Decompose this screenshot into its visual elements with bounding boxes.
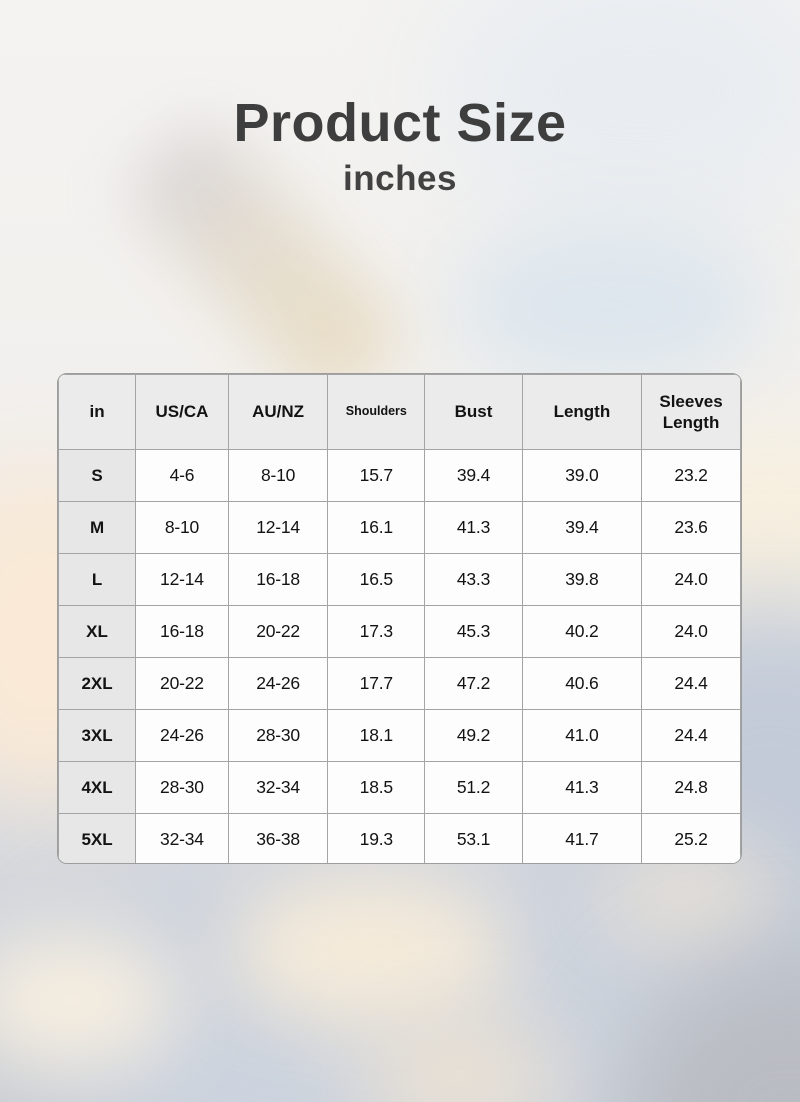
table-row-5xl <box>59 814 741 865</box>
size-row-label: 5XL <box>59 814 136 865</box>
table-row-s <box>59 450 741 502</box>
table-row-4xl <box>59 762 741 814</box>
size-cell: 28-30 <box>136 762 229 814</box>
size-cell: 8-10 <box>136 502 229 554</box>
size-cell: 19.3 <box>328 814 425 865</box>
size-cell: 20-22 <box>136 658 229 710</box>
size-cell: 16-18 <box>136 606 229 658</box>
table-row-xl <box>59 606 741 658</box>
size-cell: 24.8 <box>642 762 741 814</box>
size-row-label: 2XL <box>59 658 136 710</box>
size-cell: 24-26 <box>228 658 328 710</box>
column-header-bust: Bust <box>425 375 523 450</box>
background-cloud-highlight <box>230 870 510 1030</box>
size-cell: 45.3 <box>425 606 523 658</box>
table-row-2xl <box>59 658 741 710</box>
column-header-shoulders: Shoulders <box>328 375 425 450</box>
size-cell: 15.7 <box>328 450 425 502</box>
column-header-unit: in <box>59 375 136 450</box>
size-cell: 24.4 <box>642 658 741 710</box>
table-row-3xl <box>59 710 741 762</box>
size-cell: 24-26 <box>136 710 229 762</box>
size-cell: 8-10 <box>228 450 328 502</box>
size-cell: 51.2 <box>425 762 523 814</box>
heading-block <box>0 94 800 199</box>
size-cell: 41.7 <box>522 814 641 865</box>
size-cell: 39.4 <box>522 502 641 554</box>
header-row <box>59 375 741 450</box>
size-cell: 25.2 <box>642 814 741 865</box>
size-cell: 40.2 <box>522 606 641 658</box>
size-cell: 28-30 <box>228 710 328 762</box>
column-header-usca: US/CA <box>136 375 229 450</box>
table-row-l <box>59 554 741 606</box>
size-cell: 24.0 <box>642 606 741 658</box>
size-cell: 18.5 <box>328 762 425 814</box>
size-cell: 12-14 <box>228 502 328 554</box>
unit-subtitle: inches <box>343 159 457 199</box>
column-header-aunz: AU/NZ <box>228 375 328 450</box>
column-header-length: Length <box>522 375 641 450</box>
size-cell: 49.2 <box>425 710 523 762</box>
size-chart-table-container <box>57 373 742 864</box>
size-cell: 39.0 <box>522 450 641 502</box>
size-cell: 41.3 <box>522 762 641 814</box>
size-cell: 16.5 <box>328 554 425 606</box>
size-cell: 36-38 <box>228 814 328 865</box>
size-row-label: XL <box>59 606 136 658</box>
size-cell: 12-14 <box>136 554 229 606</box>
size-row-label: 4XL <box>59 762 136 814</box>
size-row-label: 3XL <box>59 710 136 762</box>
size-cell: 32-34 <box>136 814 229 865</box>
size-chart-table <box>58 374 741 864</box>
size-cell: 40.6 <box>522 658 641 710</box>
size-cell: 23.2 <box>642 450 741 502</box>
size-cell: 24.4 <box>642 710 741 762</box>
size-row-label: S <box>59 450 136 502</box>
size-cell: 41.0 <box>522 710 641 762</box>
column-header-sleeves-length: Sleeves Length <box>642 375 741 450</box>
size-cell: 17.3 <box>328 606 425 658</box>
background-sky-patch <box>450 220 770 390</box>
size-cell: 17.7 <box>328 658 425 710</box>
size-cell: 32-34 <box>228 762 328 814</box>
size-cell: 20-22 <box>228 606 328 658</box>
size-cell: 41.3 <box>425 502 523 554</box>
page-title: Product Size <box>233 93 567 153</box>
size-cell: 16-18 <box>228 554 328 606</box>
size-row-label: L <box>59 554 136 606</box>
size-cell: 24.0 <box>642 554 741 606</box>
size-cell: 39.8 <box>522 554 641 606</box>
table-row-m <box>59 502 741 554</box>
size-row-label: M <box>59 502 136 554</box>
size-cell: 4-6 <box>136 450 229 502</box>
size-cell: 16.1 <box>328 502 425 554</box>
size-cell: 53.1 <box>425 814 523 865</box>
size-cell: 18.1 <box>328 710 425 762</box>
size-cell: 23.6 <box>642 502 741 554</box>
size-cell: 43.3 <box>425 554 523 606</box>
size-cell: 39.4 <box>425 450 523 502</box>
size-cell: 47.2 <box>425 658 523 710</box>
